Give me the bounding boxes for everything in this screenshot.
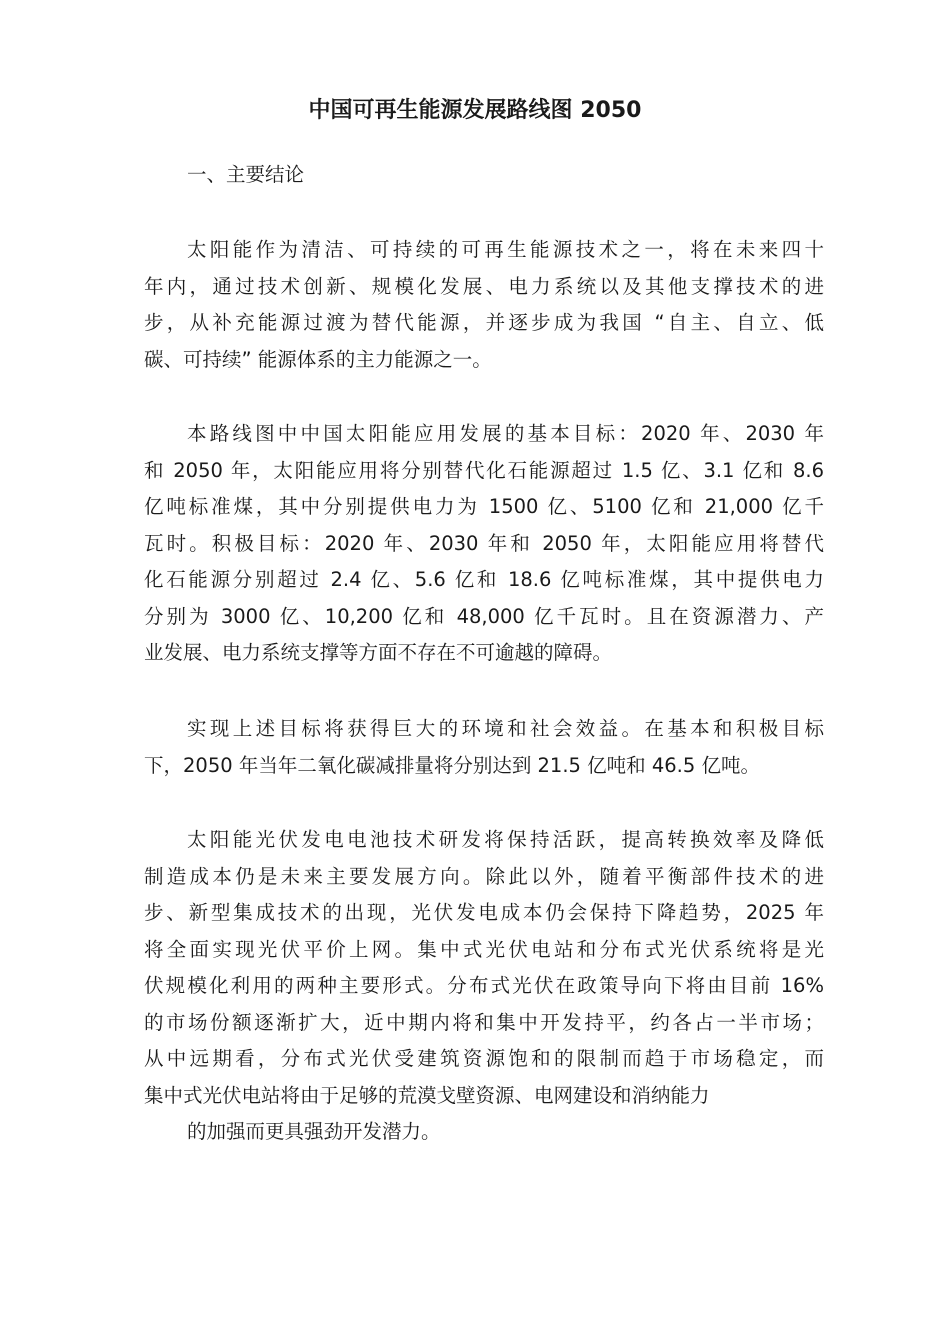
paragraph-line: 伏规模化利用的两种主要形式。分布式光伏在政策导向下将由目前 16% bbox=[144, 974, 824, 997]
paragraph-line: 本路线图中中国太阳能应用发展的基本目标：2020 年、2030 年 bbox=[187, 422, 824, 445]
paragraph-line: 步、新型集成技术的出现，光伏发电成本仍会保持下降趋势，2025 年 bbox=[144, 901, 824, 924]
paragraph-1 bbox=[144, 232, 824, 378]
paragraph-line: 太阳能光伏发电电池技术研发将保持活跃，提高转换效率及降低 bbox=[187, 828, 824, 851]
paragraph-line: 和 2050 年，太阳能应用将分别替代化石能源超过 1.5 亿、3.1 亿和 8.6 bbox=[144, 458, 824, 482]
paragraph-2 bbox=[144, 416, 824, 672]
paragraph-line: 年内，通过技术创新、规模化发展、电力系统以及其他支撑技术的进 bbox=[144, 274, 824, 298]
document-title: 中国可再生能源发展路线图 2050 bbox=[308, 98, 642, 123]
paragraph-line: 碳、可持续” 能源体系的主力能源之一。 bbox=[144, 347, 492, 371]
paragraph-line: 步，从补充能源过渡为替代能源，并逐步成为我国 “自主、自立、低 bbox=[144, 311, 824, 334]
paragraph-line: 化石能源分别超过 2.4 亿、5.6 亿和 18.6 亿吨标准煤，其中提供电力 bbox=[144, 568, 824, 591]
paragraph-line: 制造成本仍是未来主要发展方向。除此以外，随着平衡部件技术的进 bbox=[144, 864, 824, 888]
paragraph-line: 业发展、电力系统支撑等方面不存在不可逾越的障碍。 bbox=[144, 641, 613, 664]
paragraph-line: 将全面实现光伏平价上网。集中式光伏电站和分布式光伏系统将是光 bbox=[144, 937, 824, 961]
paragraph-line: 太阳能作为清洁、可持续的可再生能源技术之一，将在未来四十 bbox=[187, 238, 824, 261]
paragraph-line: 的市场份额逐渐扩大，近中期内将和集中开发持平，约各占一半市场； bbox=[144, 1010, 824, 1034]
paragraph-3 bbox=[144, 711, 824, 784]
paragraph-line: 实现上述目标将获得巨大的环境和社会效益。在基本和积极目标 bbox=[187, 717, 824, 740]
paragraph-line: 的加强而更具强劲开发潜力。 bbox=[187, 1120, 441, 1143]
paragraph-4 bbox=[144, 822, 824, 1151]
paragraph-line: 下，2050 年当年二氧化碳减排量将分别达到 21.5 亿吨和 46.5 亿吨。 bbox=[144, 753, 760, 777]
paragraph-line: 分别为 3000 亿、10,200 亿和 48,000 亿千瓦时。且在资源潜力、产 bbox=[144, 604, 824, 628]
section-heading: 一、主要结论 bbox=[187, 163, 305, 186]
paragraph-line: 从中远期看，分布式光伏受建筑资源饱和的限制而趋于市场稳定，而 bbox=[144, 1047, 824, 1070]
paragraph-line: 亿吨标准煤，其中分别提供电力为 1500 亿、5100 亿和 21,000 亿千 bbox=[144, 495, 824, 518]
paragraph-line: 瓦时。积极目标：2020 年、2030 年和 2050 年，太阳能应用将替代 bbox=[144, 531, 824, 555]
paragraph-line: 集中式光伏电站将由于足够的荒漠戈壁资源、电网建设和消纳能力 bbox=[144, 1083, 710, 1107]
